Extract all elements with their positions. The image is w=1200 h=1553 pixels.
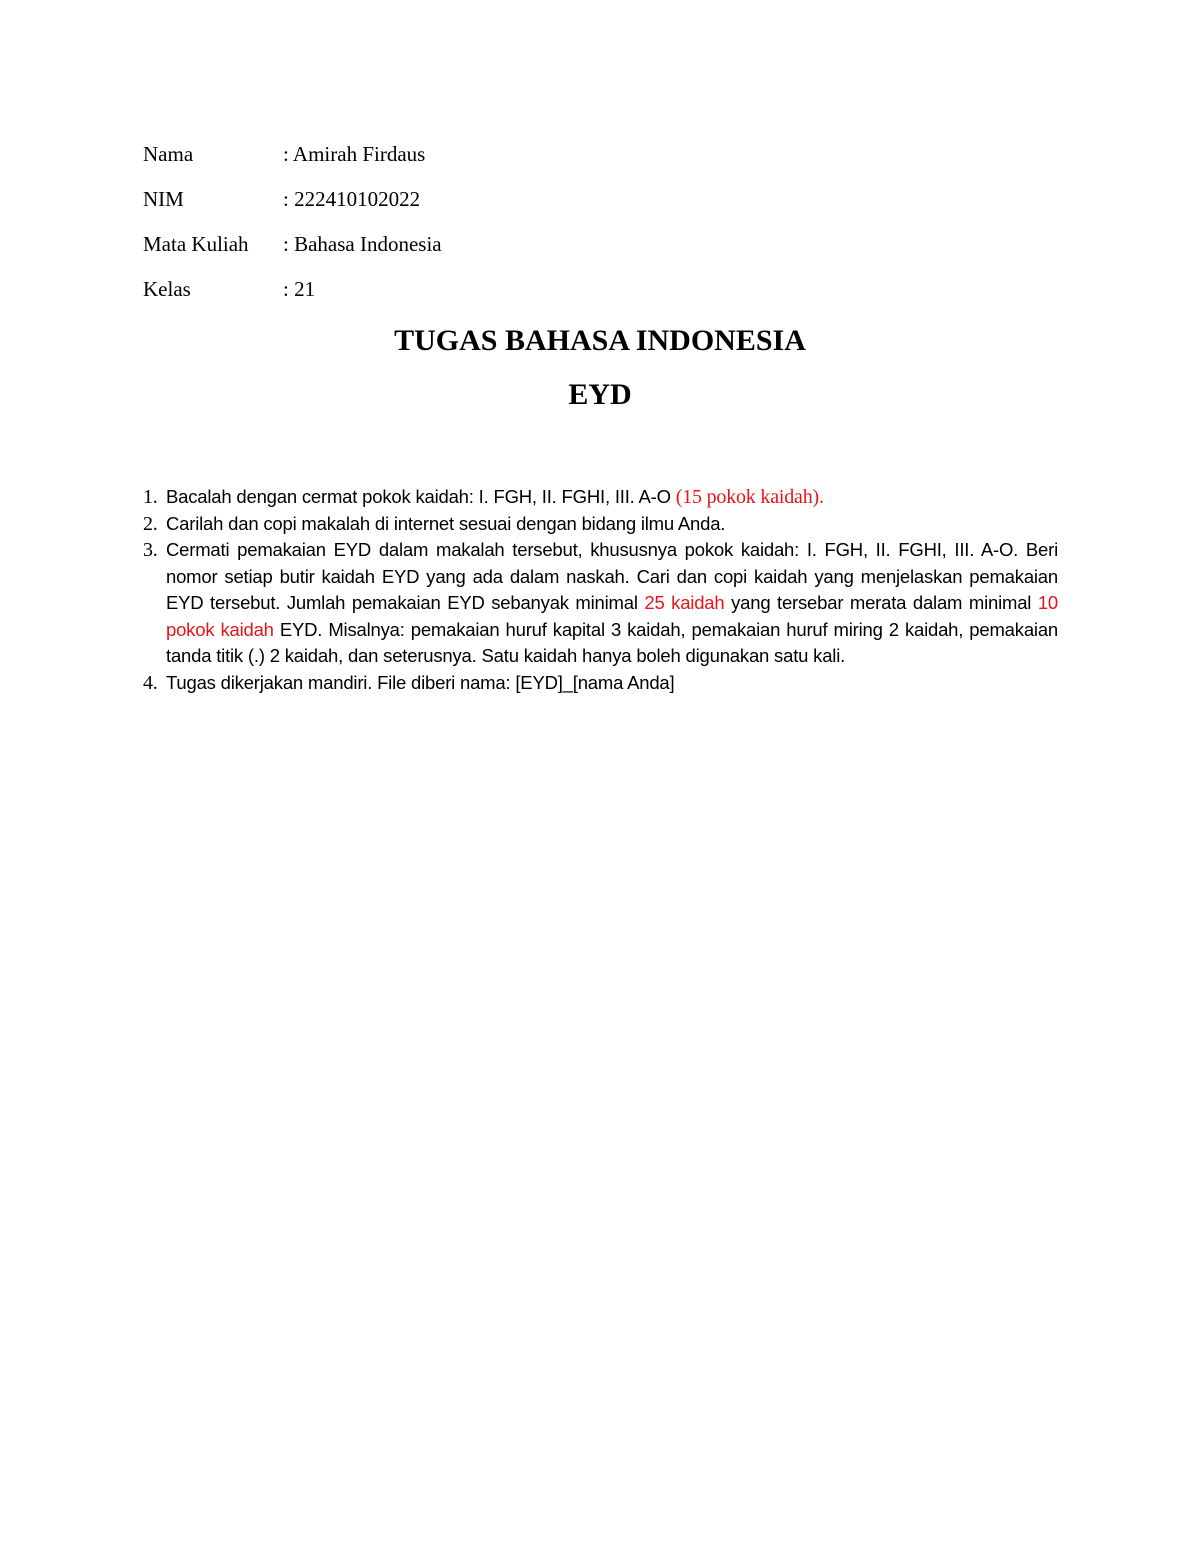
student-info-table <box>143 139 442 319</box>
task-text <box>166 484 1058 511</box>
info-row-nama <box>143 139 442 184</box>
task-text-part: Tugas dikerjakan mandiri. File diberi nama: [EYD]_[nama Anda] <box>166 671 675 693</box>
task-number: 2. <box>143 512 158 535</box>
task-item-4 <box>143 670 1058 697</box>
info-label: Kelas <box>143 277 191 301</box>
task-number: 3. <box>143 539 158 561</box>
task-text-part: Cermati pemakaian EYD dalam makalah tersebut, khususnya pokok kaidah: I. FGH, II. FGHI, III. A-O. Beri nomor setiap butir kaidah EYD yang ada dalam naskah. Cari dan copi kaidah yang menjelaskan pemakaian EYD tersebut. Jumlah pemakaian EYD sebanyak minimal <box>166 539 1058 613</box>
document-subtitle: EYD <box>568 378 632 411</box>
task-item-3 <box>143 537 1058 670</box>
task-text <box>166 511 1058 538</box>
info-row-kelas <box>143 274 442 319</box>
task-text <box>166 670 1058 697</box>
task-item-1 <box>143 484 1058 511</box>
task-highlight: (15 pokok kaidah). <box>675 486 824 508</box>
task-highlight: 25 kaidah <box>644 592 725 613</box>
task-number: 4. <box>143 671 158 694</box>
info-row-mata-kuliah <box>143 229 442 274</box>
task-text <box>166 537 1058 670</box>
info-label: NIM <box>143 187 184 211</box>
task-number: 1. <box>143 486 158 508</box>
info-value: : 222410102022 <box>283 187 421 211</box>
info-label: Nama <box>143 142 194 166</box>
task-text-part: Bacalah dengan cermat pokok kaidah: I. FGH, II. FGHI, III. A-O <box>166 486 676 507</box>
document-title: TUGAS BAHASA INDONESIA <box>394 324 806 357</box>
info-label: Mata Kuliah <box>143 232 249 256</box>
task-text-part: Carilah dan copi makalah di internet sesuai dengan bidang ilmu Anda. <box>166 512 726 534</box>
task-text-part: EYD. Misalnya: pemakaian huruf kapital 3 kaidah, pemakaian huruf miring 2 kaidah, pemakaian tanda titik (.) 2 kaidah, dan seterusnya. Satu kaidah hanya boleh digunakan satu kali. <box>166 618 1058 666</box>
task-item-2 <box>143 511 1058 538</box>
task-text-part: yang tersebar merata dalam minimal <box>724 592 1038 613</box>
info-row-nim <box>143 184 442 229</box>
info-value: : 21 <box>283 277 316 301</box>
info-value: : Amirah Firdaus <box>283 142 426 166</box>
info-value: : Bahasa Indonesia <box>283 232 442 256</box>
task-list <box>143 484 1058 696</box>
task-highlight: 10 pokok kaidah <box>166 592 1058 640</box>
